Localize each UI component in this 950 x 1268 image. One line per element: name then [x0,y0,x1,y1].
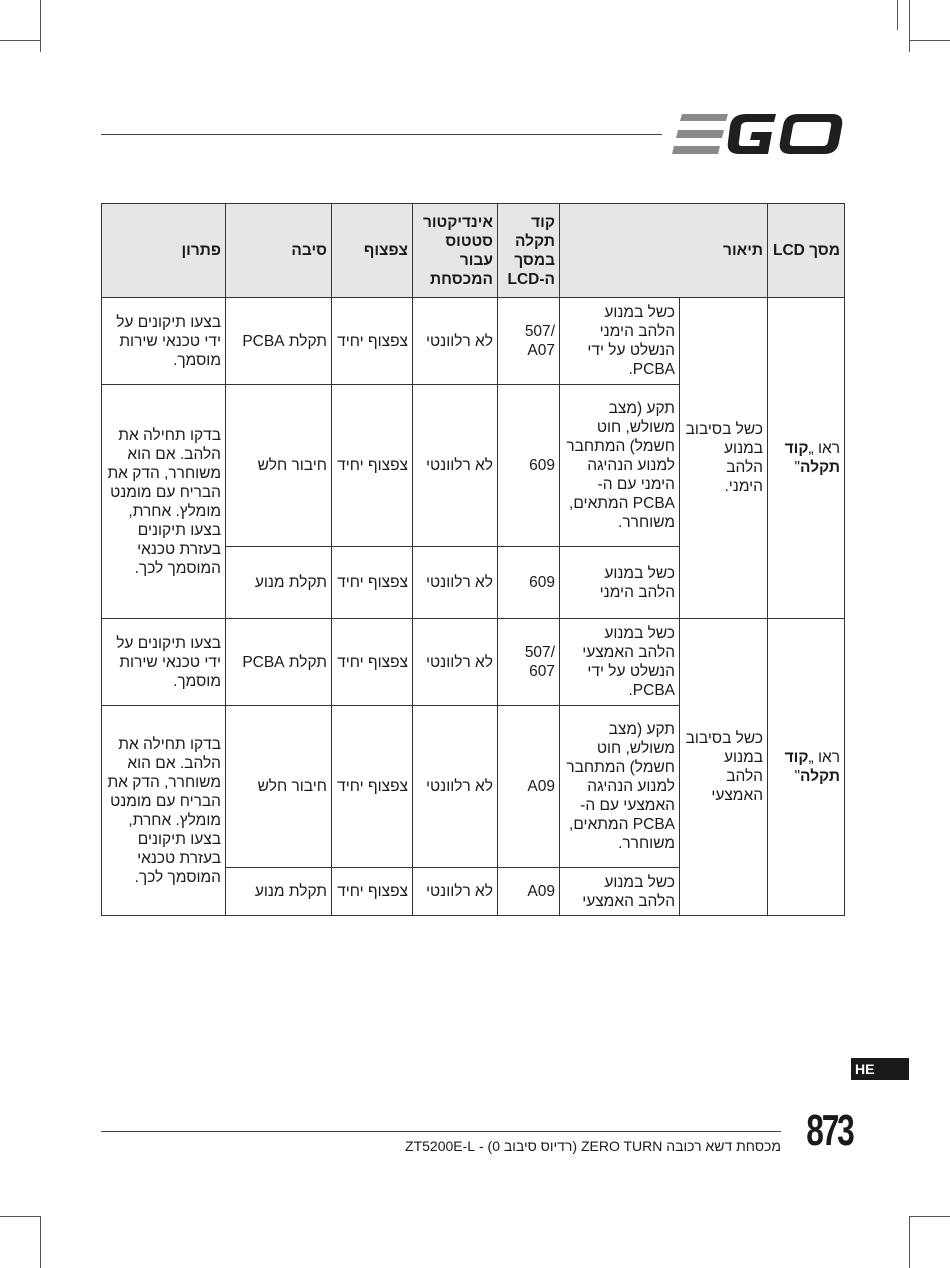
condition-cell: תקע (מצב משולש, חוט חשמל) המתחבר למנוע הנהיגה הימני עם ה-PCBA המתאים, משוחרר. [560,385,680,547]
crop-mark [0,1216,40,1217]
beep-cell: צפצוף יחיד [332,385,413,547]
crop-mark [909,1216,950,1217]
code-cell: /507 A07 [498,298,560,385]
header-description: תיאור [560,204,768,298]
description-cell: כשל בסיבוב במנוע הלהב הימני. [680,298,768,619]
beep-cell: צפצוף יחיד [332,868,413,916]
cause-cell: תקלת PCBA [226,619,332,706]
header-cause: סיבה [226,204,332,298]
condition-cell: כשל במנוע הלהב האמצעי הנשלט על ידי PCBA. [560,619,680,706]
indicator-cell: לא רלוונטי [413,298,498,385]
header-screen: מסך LCD [768,204,845,298]
troubleshooting-table [101,203,845,916]
table-row [102,298,845,385]
cause-cell: חיבור חלש [226,706,332,868]
code-cell: 609 [498,385,560,547]
solution-cell: בצעו תיקונים על ידי טכנאי שירות מוסמך. [102,619,226,706]
condition-cell: כשל במנוע הלהב הימני הנשלט על ידי PCBA. [560,298,680,385]
cause-cell: תקלת מנוע [226,868,332,916]
crop-mark [40,1216,41,1268]
crop-mark [40,0,41,52]
indicator-cell: לא רלוונטי [413,868,498,916]
header-solution: פתרון [102,204,226,298]
footer-title: מכסחת דשא רכובה ZERO TURN (רדיוס סיבוב 0) - ZT5200E-L [405,1138,781,1154]
code-cell: A09 [498,868,560,916]
code-cell: A09 [498,706,560,868]
page-number: 873 [806,1106,853,1155]
beep-cell: צפצוף יחיד [332,547,413,619]
screen-cell [768,298,845,619]
header-code: קוד תקלה במסך ה-LCD [498,204,560,298]
beep-cell: צפצוף יחיד [332,298,413,385]
condition-cell: כשל במנוע הלהב האמצעי [560,868,680,916]
condition-cell: כשל במנוע הלהב הימני [560,547,680,619]
screen-cell [768,619,845,916]
cause-cell: תקלת מנוע [226,547,332,619]
header-beep: צפצוף [332,204,413,298]
crop-mark [909,40,950,41]
solution-cell: בצעו תיקונים על ידי טכנאי שירות מוסמך. [102,298,226,385]
crop-mark [897,0,898,30]
cause-cell: תקלת PCBA [226,298,332,385]
crop-mark [909,0,910,52]
language-tab: HE [851,1058,909,1080]
table-row [102,619,845,706]
description-cell: כשל בסיבוב במנוע הלהב האמצעי [680,619,768,916]
solution-cell: בדקו תחילה את הלהב. אם הוא משוחרר, הדק את הבריח עם מומנט מומלץ. אחרת, בצעו תיקונים בעזרת טכנאי המוסמך לכך. [102,706,226,916]
ego-logo [672,112,844,156]
troubleshooting-table-wrap [101,203,844,916]
header-rule [101,134,662,135]
indicator-cell: לא רלוונטי [413,385,498,547]
indicator-cell: לא רלוונטי [413,619,498,706]
header-indicator: אינדיקטור סטטוס עבור המכסחת [413,204,498,298]
beep-cell: צפצוף יחיד [332,706,413,868]
crop-mark [909,1216,910,1268]
code-cell: /507 607 [498,619,560,706]
beep-cell: צפצוף יחיד [332,619,413,706]
screen-reference: ראו „קוד תקלה" [784,749,841,785]
condition-cell: תקע (מצב משולש, חוט חשמל) המתחבר למנוע הנהיגה האמצעי עם ה-PCBA המתאים, משוחרר. [560,706,680,868]
cause-cell: חיבור חלש [226,385,332,547]
screen-reference: ראו „קוד תקלה" [784,440,841,476]
indicator-cell: לא רלוונטי [413,547,498,619]
code-cell: 609 [498,547,560,619]
footer-rule [101,1131,781,1132]
table-header-row [102,204,845,298]
solution-cell: בדקו תחילה את הלהב. אם הוא משוחרר, הדק את הבריח עם מומנט מומלץ. אחרת, בצעו תיקונים בעזרת טכנאי המוסמך לכך. [102,385,226,619]
indicator-cell: לא רלוונטי [413,706,498,868]
crop-mark [0,40,40,41]
